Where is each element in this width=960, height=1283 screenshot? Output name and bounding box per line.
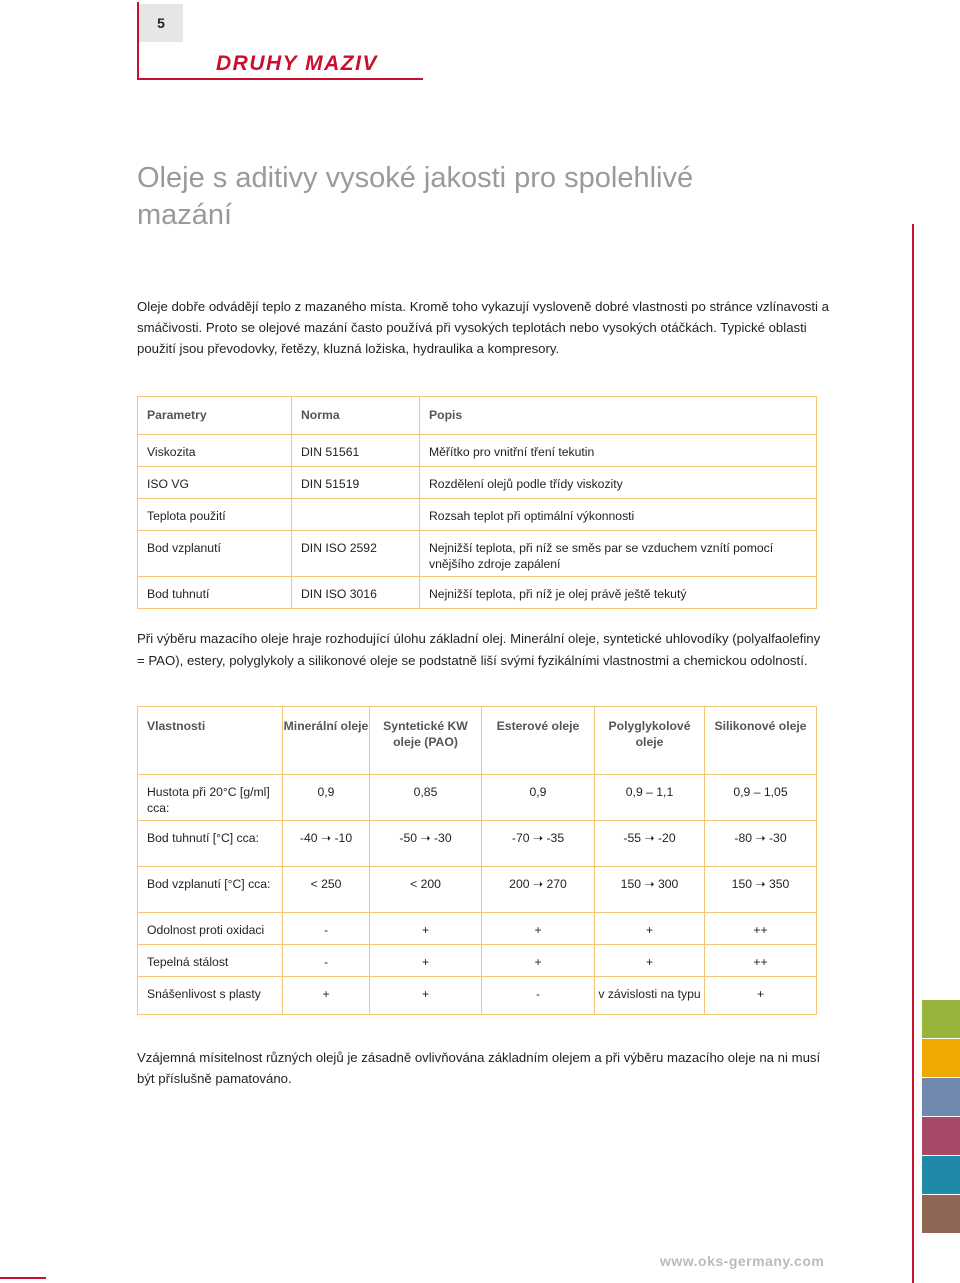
table-cell: Bod vzplanutí [°C] cca:: [138, 867, 283, 913]
color-swatch-magenta: [922, 1117, 960, 1155]
table-row: [138, 577, 817, 609]
table-cell: ISO VG: [138, 467, 292, 499]
props-header-row: [138, 707, 817, 775]
table-cell: +: [283, 977, 370, 1015]
table-row: [138, 467, 817, 499]
table-cell: Hustota při 20°C [g/ml] cca:: [138, 775, 283, 821]
table-cell: < 250: [283, 867, 370, 913]
params-header-cell: Parametry: [138, 397, 292, 435]
table-row: [138, 499, 817, 531]
table-cell: 150 ➝ 350: [705, 867, 817, 913]
color-swatch-blue: [922, 1078, 960, 1116]
params-header-row: [138, 397, 817, 435]
table-cell: +: [595, 913, 705, 945]
table-cell: +: [370, 945, 482, 977]
color-swatch-teal: [922, 1156, 960, 1194]
table-row: [138, 977, 817, 1015]
params-header-cell: Popis: [420, 397, 817, 435]
table-cell: Snášenlivost s plasty: [138, 977, 283, 1015]
table-cell: Nejnižší teplota, při níž je olej právě ještě tekutý: [420, 577, 817, 609]
props-header-cell: Minerální oleje: [283, 707, 370, 775]
props-header-cell: Syntetické KW oleje (PAO): [370, 707, 482, 775]
table-cell: ++: [705, 945, 817, 977]
base-oil-paragraph: Při výběru mazacího oleje hraje rozhodující úlohu základní olej. Minerální oleje, syntetické uhlovodíky (polyalfaolefiny = PAO), estery, polyglykoly a silikonové oleje se podstatně liší svými fyzikálními vlastnostmi a chemickou odolností.: [137, 631, 821, 668]
table-cell: Tepelná stálost: [138, 945, 283, 977]
props-header-cell: Esterové oleje: [482, 707, 595, 775]
miscibility-paragraph: Vzájemná mísitelnost různých olejů je zásadně ovlivňována základním olejem a při výběru mazacího oleje na ni musí být příslušně pamatováno.: [137, 1050, 821, 1086]
table-cell: +: [705, 977, 817, 1015]
table-row: [138, 913, 817, 945]
table-row: [138, 435, 817, 467]
color-swatch-green: [922, 1000, 960, 1038]
page-title: Oleje s aditivy vysoké jakosti pro spolehlivé mazání: [137, 162, 694, 231]
table-cell: Bod vzplanutí: [138, 531, 292, 577]
table-cell: 0,9 – 1,1: [595, 775, 705, 821]
props-header-cell: Polyglykolové oleje: [595, 707, 705, 775]
table-cell: +: [370, 913, 482, 945]
color-swatch-orange: [922, 1039, 960, 1077]
table-cell: v závislosti na typu: [595, 977, 705, 1015]
table-cell: -80 ➝ -30: [705, 821, 817, 867]
table-cell: -: [283, 913, 370, 945]
table-cell: Viskozita: [138, 435, 292, 467]
props-header-cell: Silikonové oleje: [705, 707, 817, 775]
table-cell: Bod tuhnutí [°C] cca:: [138, 821, 283, 867]
table-cell: < 200: [370, 867, 482, 913]
table-cell: 0,9: [482, 775, 595, 821]
table-row: [138, 867, 817, 913]
table-cell: -: [482, 977, 595, 1015]
table-cell: -40 ➝ -10: [283, 821, 370, 867]
color-swatch-brown: [922, 1195, 960, 1233]
properties-table: [137, 706, 817, 1015]
table-cell: Rozsah teplot při optimální výkonnosti: [420, 499, 817, 531]
table-row: [138, 531, 817, 577]
table-row: [138, 775, 817, 821]
params-header-cell: Norma: [292, 397, 420, 435]
table-cell: Rozdělení olejů podle třídy viskozity: [420, 467, 817, 499]
table-cell: 0,9 – 1,05: [705, 775, 817, 821]
table-cell: 0,9: [283, 775, 370, 821]
table-cell: -50 ➝ -30: [370, 821, 482, 867]
header-frame-bottom: [137, 78, 423, 80]
params-table: [137, 396, 817, 609]
table-cell: 200 ➝ 270: [482, 867, 595, 913]
table-cell: [292, 499, 420, 531]
props-header-cell: Vlastnosti: [138, 707, 283, 775]
footer-url: www.oks-germany.com: [660, 1253, 825, 1269]
table-cell: 0,85: [370, 775, 482, 821]
table-cell: +: [482, 913, 595, 945]
table-cell: Odolnost proti oxidaci: [138, 913, 283, 945]
right-rule: [912, 224, 914, 1283]
table-cell: -70 ➝ -35: [482, 821, 595, 867]
table-cell: DIN ISO 3016: [292, 577, 420, 609]
table-cell: +: [595, 945, 705, 977]
table-cell: 150 ➝ 300: [595, 867, 705, 913]
intro-paragraph: Oleje dobře odvádějí teplo z mazaného místa. Kromě toho vykazují vysloveně dobré vlastnosti po stránce vzlínavosti a smáčivosti. Proto se olejové mazání často používá při vysokých teplotách nebo vysokých otáčkách. Typické oblasti použití jsou převodovky, řetězy, kluzná ložiska, hydraulika a kompresory.: [137, 299, 829, 356]
table-cell: ++: [705, 913, 817, 945]
section-title: DRUHY MAZIV: [216, 52, 378, 75]
bottom-rule: [0, 1277, 46, 1279]
page-number: 5: [139, 4, 183, 42]
table-cell: DIN ISO 2592: [292, 531, 420, 577]
table-cell: DIN 51519: [292, 467, 420, 499]
table-cell: -55 ➝ -20: [595, 821, 705, 867]
table-cell: Nejnižší teplota, při níž se směs par se vzduchem vznítí pomocí vnějšího zdroje zapálení: [420, 531, 817, 577]
table-row: [138, 945, 817, 977]
table-cell: +: [482, 945, 595, 977]
table-cell: +: [370, 977, 482, 1015]
table-cell: Bod tuhnutí: [138, 577, 292, 609]
table-cell: DIN 51561: [292, 435, 420, 467]
table-cell: Teplota použití: [138, 499, 292, 531]
table-row: [138, 821, 817, 867]
table-cell: -: [283, 945, 370, 977]
table-cell: Měřítko pro vnitřní tření tekutin: [420, 435, 817, 467]
